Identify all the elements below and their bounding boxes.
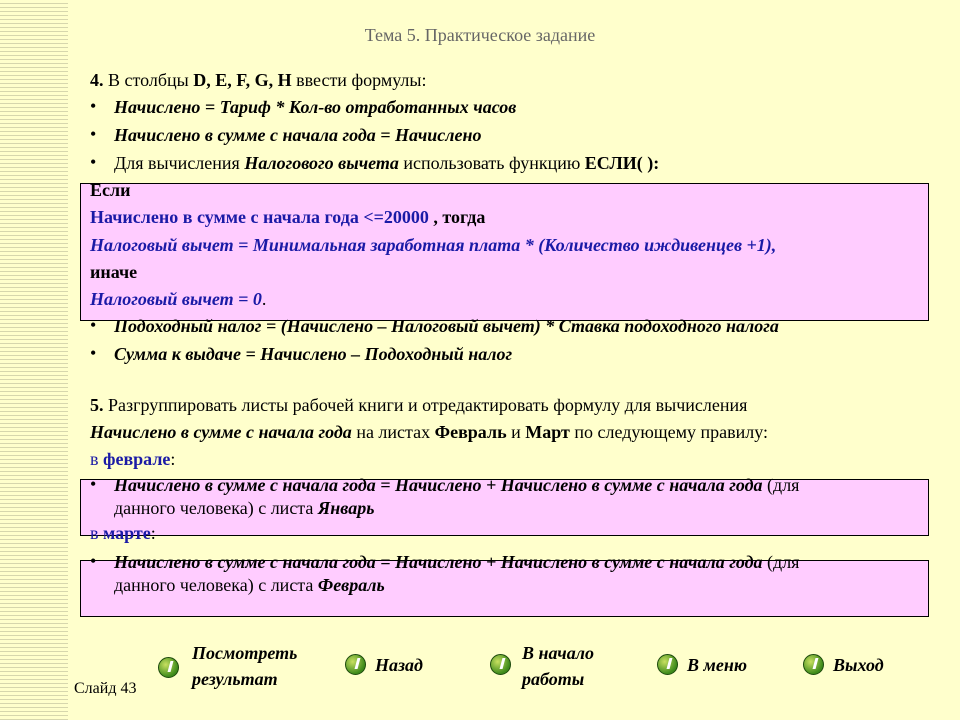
bullet-icon: • — [90, 551, 97, 571]
task5-line2 — [90, 422, 768, 443]
february-formula-cont — [114, 498, 374, 519]
text: на листах — [351, 422, 435, 442]
then-formula: Налоговый вычет = Минимальная заработная плата * (Количество иждивенцев +1), — [90, 235, 777, 255]
page-title: Тема 5. Практическое задание — [364, 25, 596, 45]
task4-intro-end: ввести формулы: — [291, 70, 427, 90]
green-check-icon — [803, 654, 824, 675]
bullet-icon: • — [90, 152, 97, 172]
sheet-name: Март — [525, 422, 570, 442]
bullet-icon: • — [90, 96, 97, 116]
condition-then: , тогда — [428, 207, 486, 227]
back-label: Назад — [375, 655, 423, 675]
formula-income-tax: Подоходный налог = (Начислено – Налоговый вычет) * Ставка подоходного налога — [114, 316, 779, 336]
text: в — [90, 523, 103, 543]
bullet-icon: • — [90, 124, 97, 144]
task4-columns: D, E, F, G, H — [193, 70, 292, 90]
march-label — [90, 523, 156, 544]
else-formula: Налоговый вычет = 0 — [90, 289, 262, 309]
else-dot: . — [261, 289, 267, 309]
text: : — [150, 523, 156, 543]
text: результат — [192, 669, 278, 689]
text: Налогового вычета — [244, 153, 399, 173]
task5-heading — [90, 395, 747, 416]
text: (для — [762, 552, 800, 572]
formula-payout: Сумма к выдаче = Начислено – Подоходный налог — [114, 344, 513, 364]
exit-label: Выход — [833, 655, 884, 675]
bullet-icon: • — [90, 315, 97, 335]
march-formula — [114, 552, 799, 573]
else-line — [90, 289, 266, 310]
text: Начислено в сумме с начала года = Начислено + Начислено в сумме с начала года — [114, 552, 763, 572]
green-check-icon — [657, 654, 678, 675]
sheet-name: Январь — [317, 498, 375, 518]
formula-accrued: Начислено = Тариф * Кол-во отработанных часов — [114, 97, 517, 117]
march-formula-cont — [114, 575, 385, 596]
condition-expression: Начислено в сумме с начала года <=20000 — [90, 207, 429, 227]
text: Начислено в сумме с начала года = Начислено + Начислено в сумме с начала года — [114, 475, 763, 495]
bullet-icon: • — [90, 343, 97, 363]
text: марте — [103, 523, 151, 543]
sheet-name: Февраль — [434, 422, 507, 442]
text: : — [170, 449, 176, 469]
task4-number: 4. — [90, 70, 104, 90]
february-label — [90, 449, 175, 470]
text: Начислено в сумме с начала года — [90, 422, 352, 442]
condition-else: иначе — [90, 262, 138, 282]
green-check-icon — [345, 654, 366, 675]
task5-number: 5. — [90, 395, 104, 415]
task5-text: Разгруппировать листы рабочей книги и отредактировать формулу для вычисления — [103, 395, 748, 415]
task4-heading — [90, 70, 427, 91]
text: использовать функцию — [398, 153, 585, 173]
view-result-label — [192, 640, 297, 692]
text: работы — [522, 669, 585, 689]
green-check-icon — [490, 654, 511, 675]
text: в — [90, 449, 103, 469]
sheet-name: Февраль — [317, 575, 385, 595]
tax-deduction-instruction — [114, 153, 659, 174]
task4-intro: В столбцы — [103, 70, 194, 90]
start-label — [522, 640, 594, 692]
function-name: ЕСЛИ( ): — [584, 153, 660, 173]
text: Посмотреть — [192, 643, 298, 663]
text: В начало — [522, 643, 594, 663]
menu-label: В меню — [687, 655, 747, 675]
green-check-icon — [158, 657, 179, 678]
condition-if: Если — [90, 180, 131, 200]
text: по следующему правилу: — [569, 422, 769, 442]
text: данного человека) с листа — [114, 575, 318, 595]
text: (для — [762, 475, 800, 495]
bullet-icon: • — [90, 474, 97, 494]
formula-accrued-ytd: Начислено в сумме с начала года = Начислено — [114, 125, 482, 145]
text: и — [506, 422, 526, 442]
february-formula — [114, 475, 799, 496]
slide-number: Слайд 43 — [74, 680, 137, 697]
condition-line — [90, 207, 485, 228]
text: феврале — [103, 449, 171, 469]
text: данного человека) с листа — [114, 498, 318, 518]
decorative-stripes — [0, 0, 68, 720]
text: Для вычисления — [114, 153, 245, 173]
